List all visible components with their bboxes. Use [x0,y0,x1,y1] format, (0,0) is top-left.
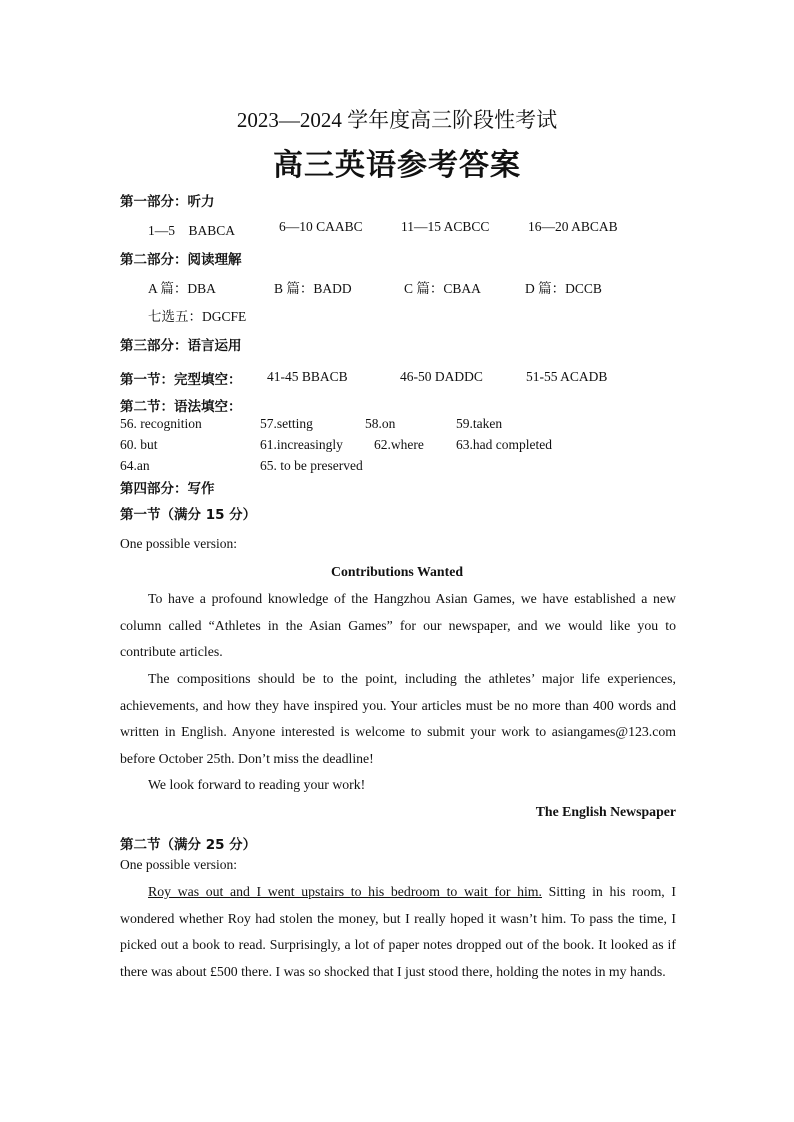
essay1-paragraph-2: The compositions should be to the point, including the athletes’ major life experiences, achievements, and how they have inspired you. Your articles must be no more than 400 words and written in English. Anyone interested is welcome to submit your work to asiangames@123.com before October 25th. Don’t miss the deadline! [120,671,676,766]
part3-heading: 第三部分：语言运用 [120,338,242,354]
part1-answer-2: 6—10 CAABC [279,219,363,234]
part4-heading: 第四部分：写作 [120,481,215,497]
part4-section1-heading: 第一节（满分 15 分） [120,507,257,523]
grammar-answer: 61.increasingly [260,437,343,452]
part2-seven-five: 七选五：DGCFE [148,309,247,324]
essay2-paragraph [120,879,676,985]
section1-version-label: One possible version: [120,536,237,551]
part1-answer-1: 1—5 BABCA [148,223,236,238]
essay1-paragraph-1: To have a profound knowledge of the Hangzhou Asian Games, we have established a new column called “Athletes in the Asian Games” for our newspaper, and we would like you to contribute articles. [120,591,676,660]
part3-section2-heading: 第二节：语法填空： [120,399,242,415]
essay1-title: Contributions Wanted [331,564,463,579]
essay1-paragraph-3: We look forward to reading your work! [148,777,366,792]
part4-section2-heading: 第二节（满分 25 分） [120,837,257,853]
grammar-answer: 58.on [365,416,396,431]
essay1-signature: The English Newspaper [535,804,676,819]
part2-answer-c: C 篇：CBAA [404,281,481,296]
section2-version-label: One possible version: [120,857,237,872]
grammar-answer: 60. but [120,437,158,452]
part1-heading: 第一部分：听力 [120,194,215,210]
grammar-answer: 64.an [120,458,150,473]
cloze-answer-2: 46-50 DADDC [400,369,483,384]
part2-answer-d: D 篇：DCCB [525,281,602,296]
cloze-answer-3: 51-55 ACADB [526,369,608,384]
grammar-answer: 63.had completed [456,437,552,452]
part1-answer-4: 16—20 ABCAB [528,219,618,234]
grammar-answer: 57.setting [260,416,313,431]
essay2-continuation: Sitting in his room, I wondered whether Roy had stolen the money, but I really hoped it wasn’t him. To pass the time, I picked out a book to read. Surprisingly, a lot of paper notes dropped out of the book. It looked as if there was about £500 there. I was so shocked that I just stood there, holding the notes in my hands. [120,884,676,979]
cloze-answer-1: 41-45 BBACB [267,369,348,384]
essay2-underlined-sentence: Roy was out and I went upstairs to his bedroom to wait for him. [148,884,542,899]
part2-answer-b: B 篇：BADD [274,281,352,296]
part3-section1-heading: 第一节：完型填空： [120,372,242,388]
part1-answer-3: 11—15 ACBCC [401,219,490,234]
part2-answer-a: A 篇：DBA [148,281,216,296]
grammar-answer: 56. recognition [120,416,202,431]
exam-title: 2023—2024 学年度高三阶段性考试 [236,108,558,132]
part2-heading: 第二部分：阅读理解 [120,252,242,268]
answer-key-title: 高三英语参考答案 [273,148,521,183]
grammar-answer: 62.where [374,437,424,452]
grammar-answer: 59.taken [456,416,503,431]
grammar-answer: 65. to be preserved [260,458,363,473]
